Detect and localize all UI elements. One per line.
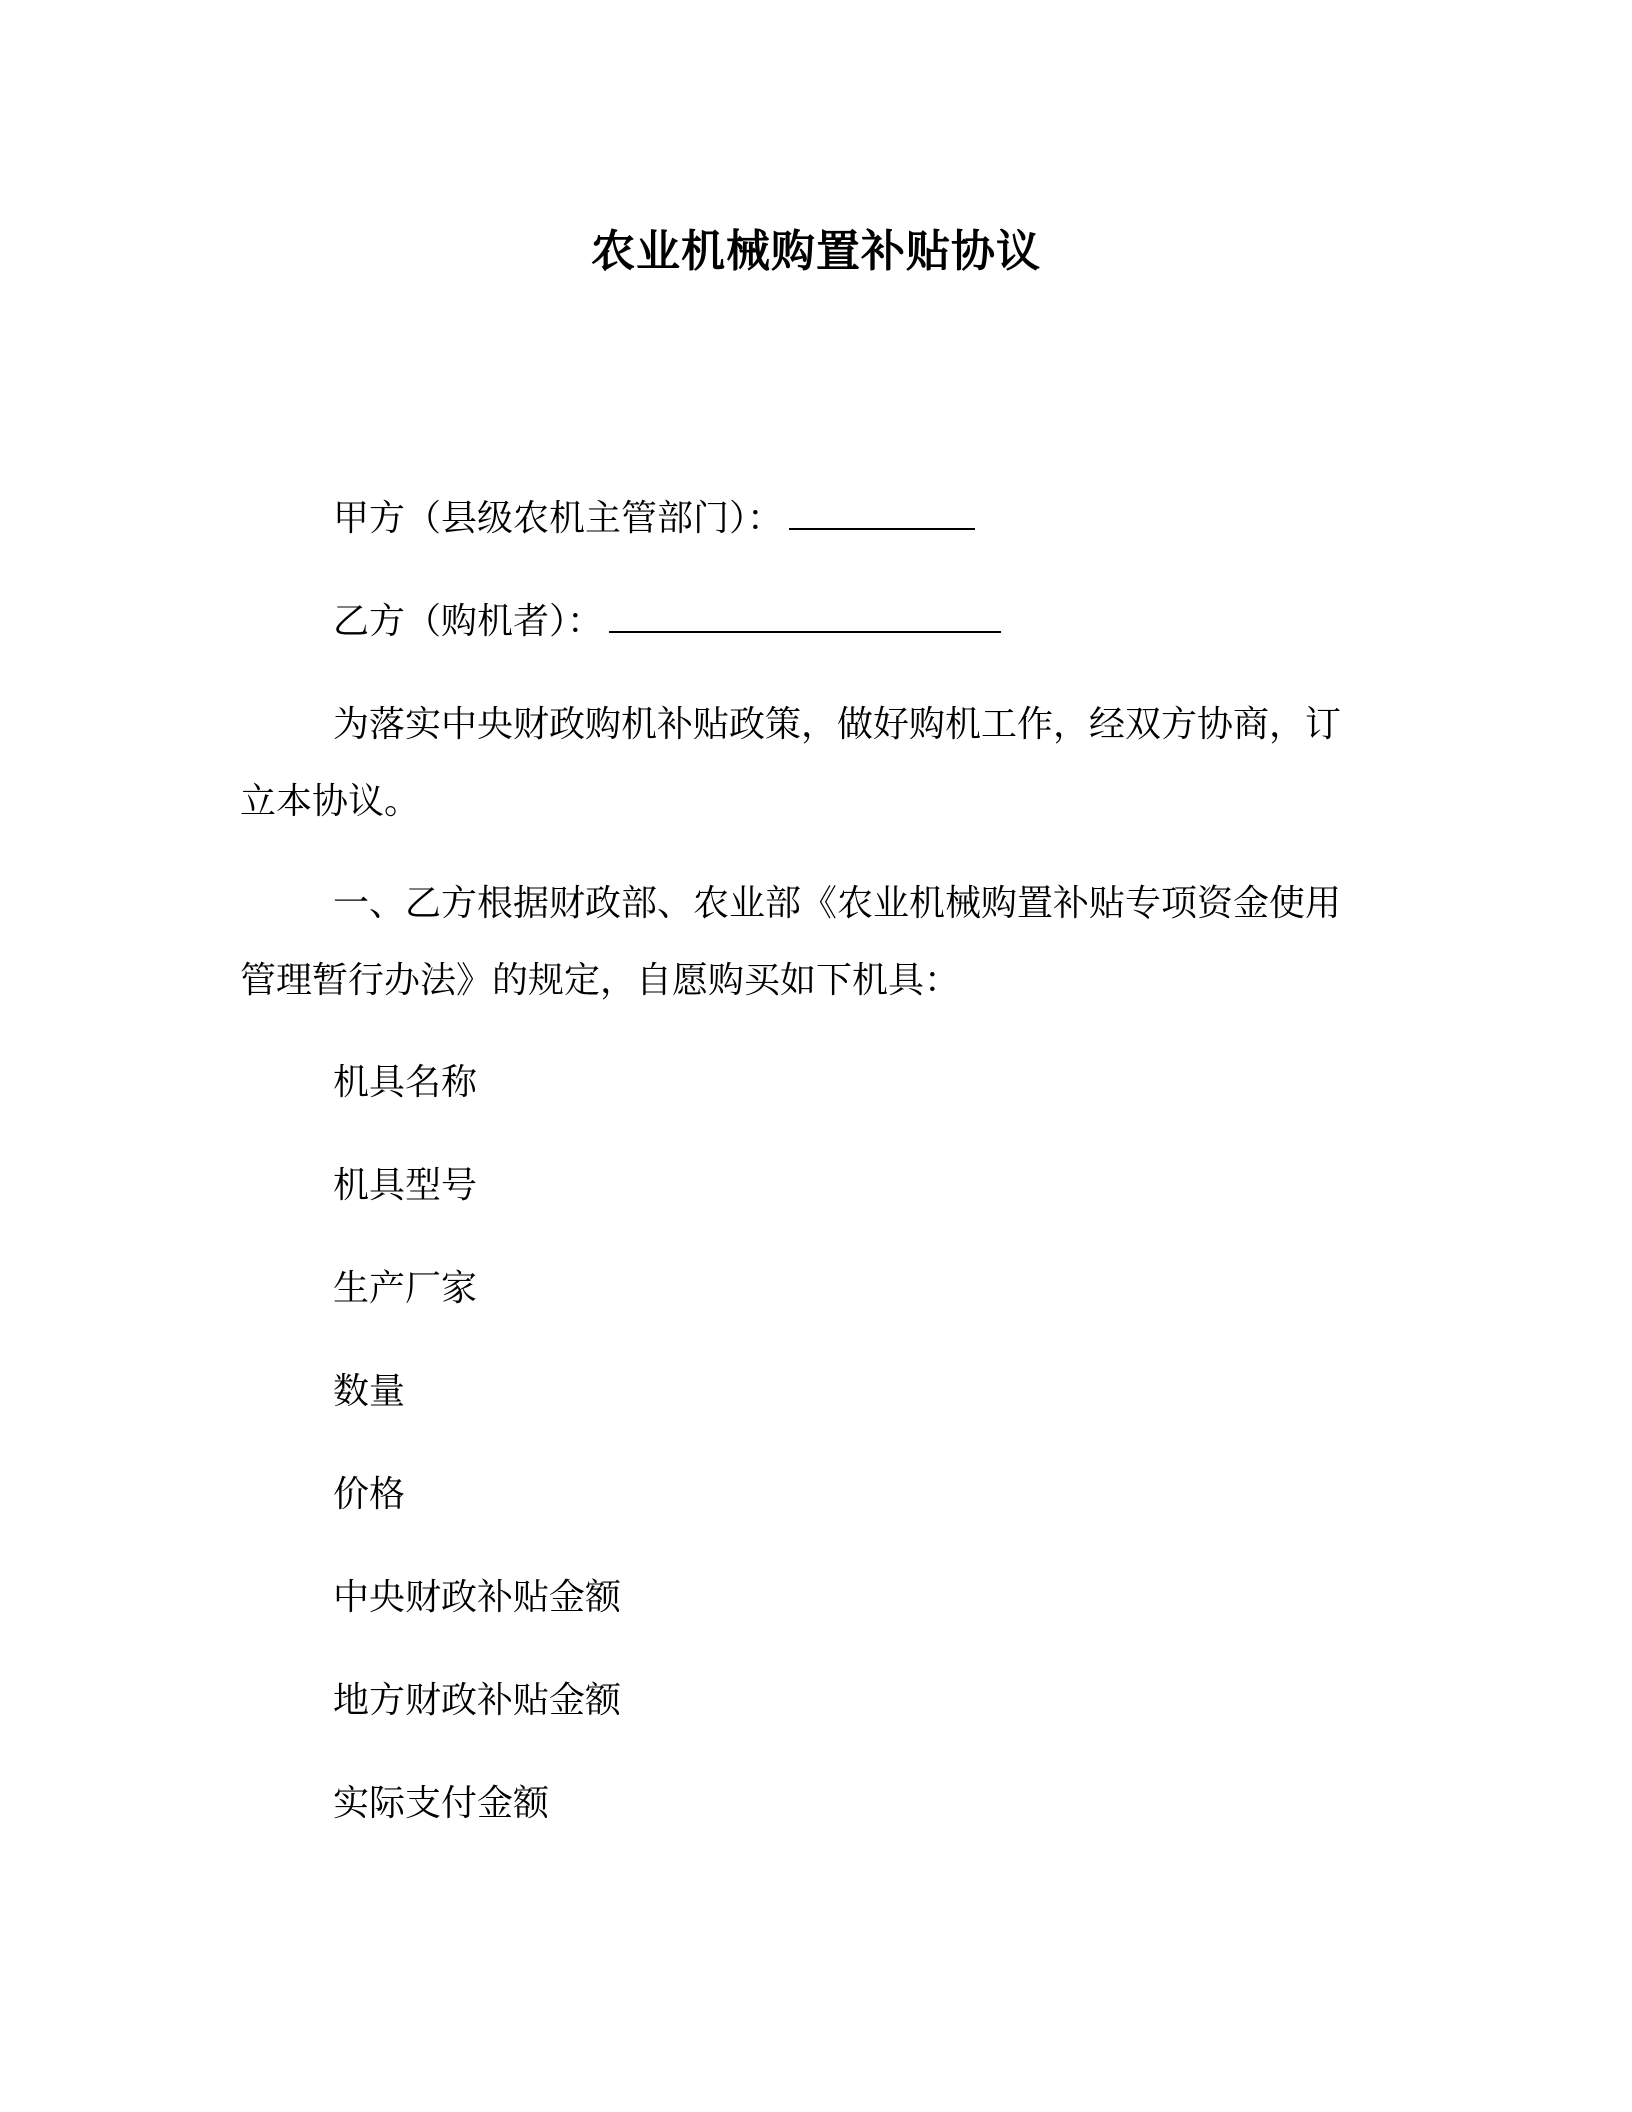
clause-1-line-1: 一、乙方根据财政部、农业部《农业机械购置补贴专项资金使用	[333, 883, 1342, 924]
party-b-blank[interactable]	[609, 627, 1001, 633]
item-price: 价格	[333, 1474, 406, 1515]
party-b-line	[333, 597, 1001, 647]
intro-paragraph-line-2: 立本协议。	[240, 781, 421, 822]
intro-paragraph-line-1: 为落实中央财政购机补贴政策，做好购机工作，经双方协商，订	[333, 704, 1342, 745]
item-machine-model: 机具型号	[333, 1165, 478, 1206]
clause-1-line-2: 管理暂行办法》的规定，自愿购买如下机具：	[240, 960, 961, 1001]
item-machine-name: 机具名称	[333, 1062, 478, 1103]
party-a-blank[interactable]	[789, 524, 975, 530]
item-quantity: 数量	[333, 1371, 406, 1412]
item-actual-payment: 实际支付金额	[333, 1783, 550, 1824]
item-manufacturer: 生产厂家	[333, 1268, 478, 1309]
document-title: 农业机械购置补贴协议	[591, 226, 1041, 277]
item-central-subsidy: 中央财政补贴金额	[333, 1577, 622, 1618]
party-a-label: 甲方（县级农机主管部门）：	[333, 498, 784, 539]
party-b-label: 乙方（购机者）：	[333, 601, 604, 642]
party-a-line	[333, 494, 975, 544]
item-local-subsidy: 地方财政补贴金额	[333, 1680, 622, 1721]
